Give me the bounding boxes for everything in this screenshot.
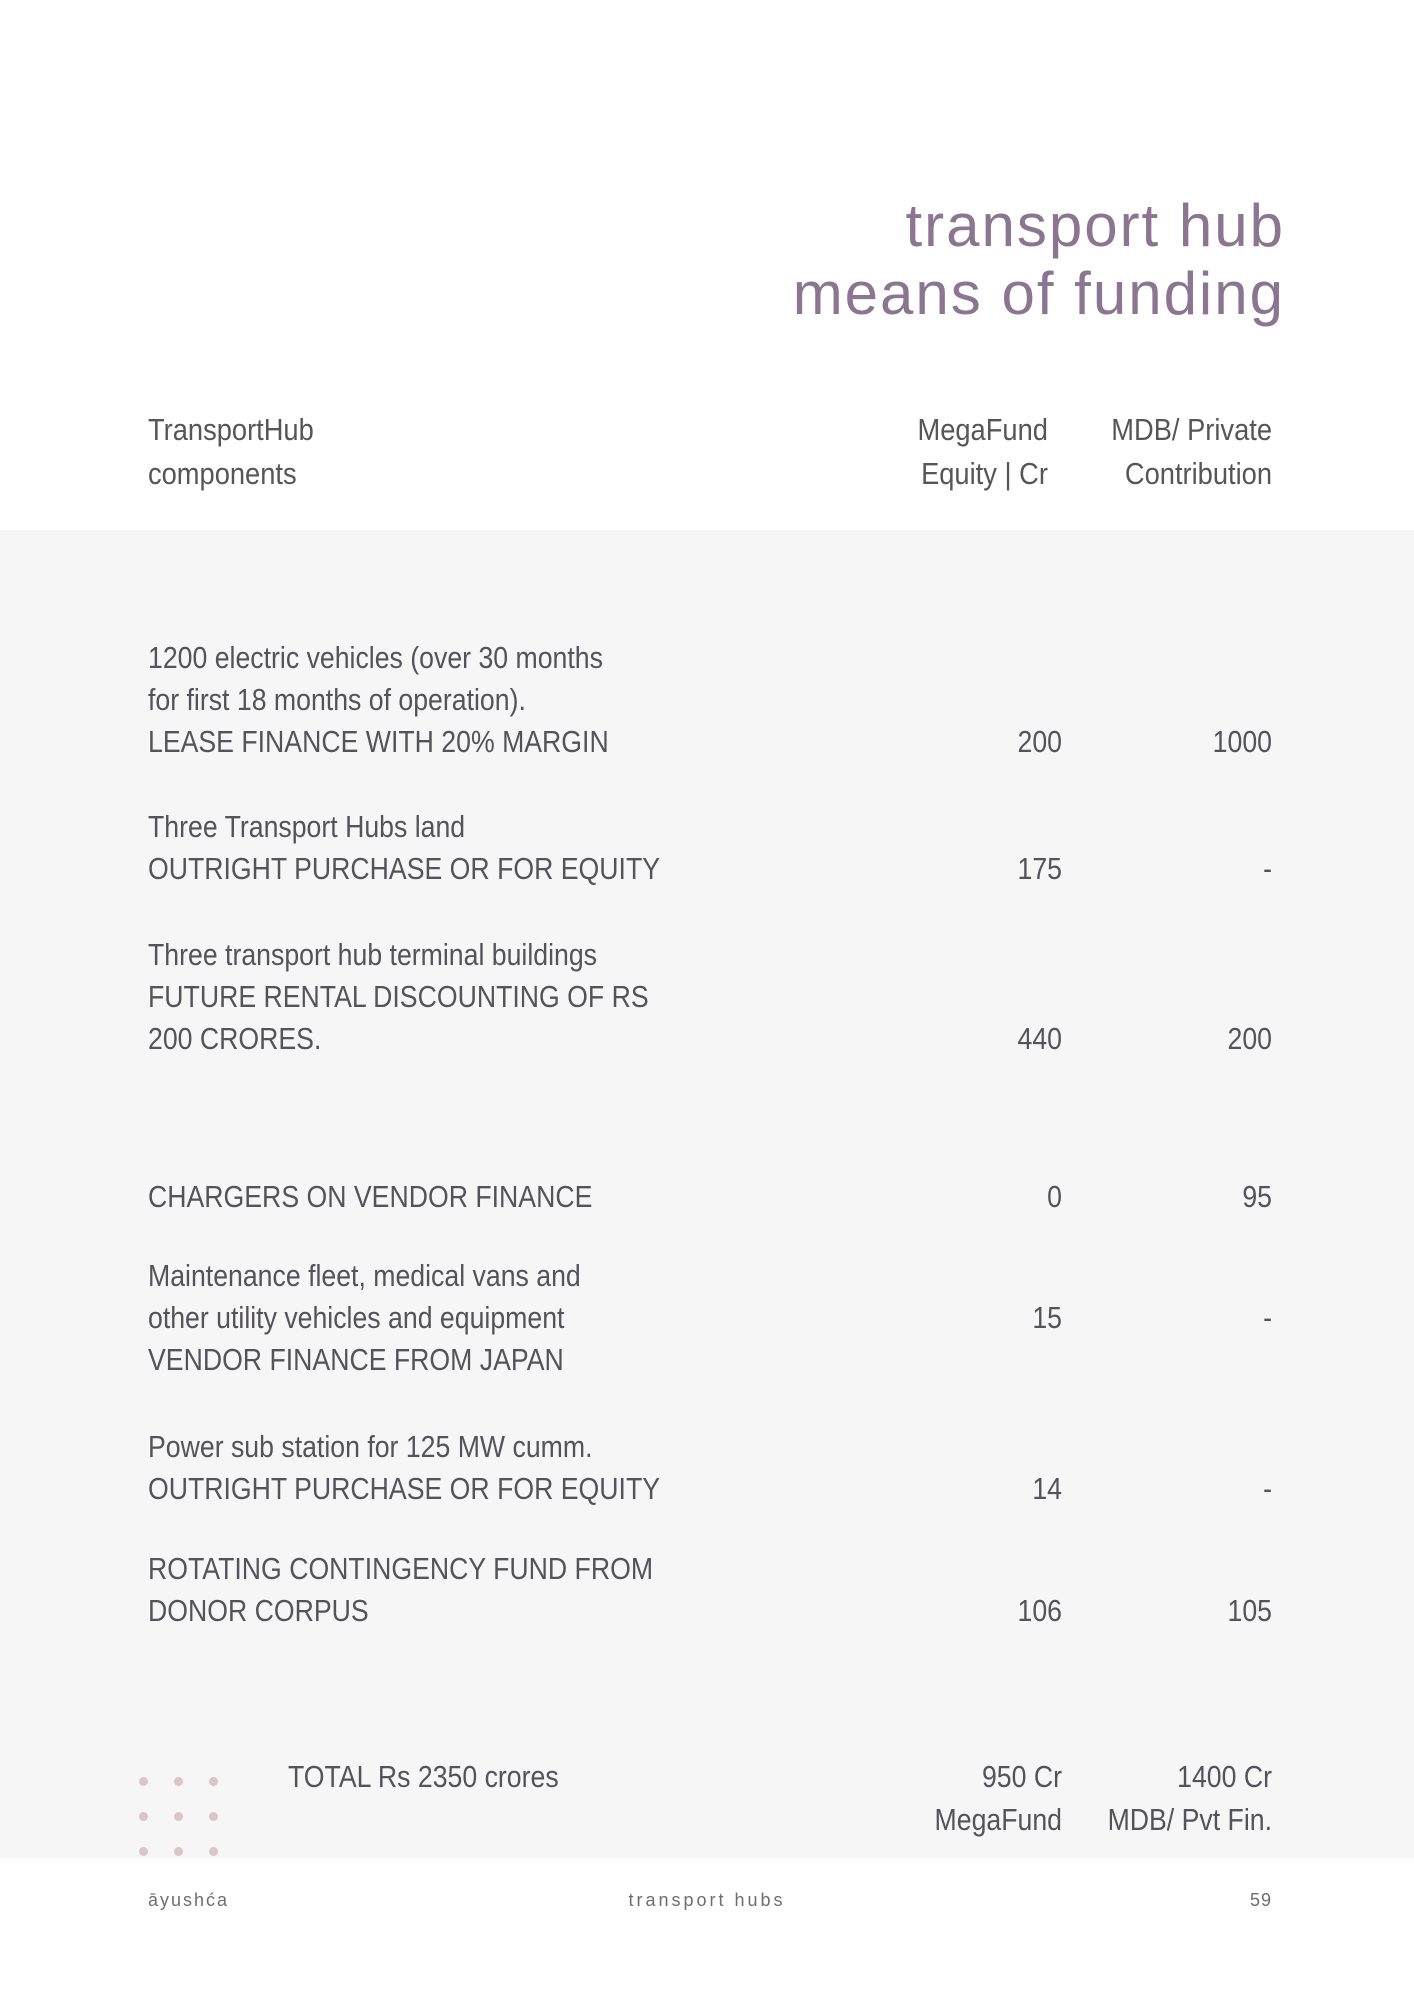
megafund-value: 15 — [1032, 1300, 1062, 1335]
footer-page-number: 59 — [1249, 1890, 1272, 1910]
table-row — [0, 1176, 1414, 1218]
megafund-value: 106 — [1017, 1593, 1062, 1628]
dot — [209, 1777, 218, 1786]
mdb-value: 95 — [1242, 1179, 1272, 1214]
total-mdb: 1400 Cr MDB/ Pvt Fin. — [1107, 1759, 1272, 1837]
header-col-mdb: MDB/ Private Contribution — [1111, 412, 1272, 491]
dots-decoration — [139, 1777, 218, 1856]
table-row — [0, 1426, 1414, 1510]
footer-section: transport hubs — [628, 1890, 786, 1910]
component-description: Three transport hub terminal buildings FUTURE RENTAL DISCOUNTING OF RS 200 CRORES. — [148, 937, 649, 1056]
table-row — [0, 806, 1414, 890]
header-col-megafund: MegaFund Equity | Cr — [917, 412, 1048, 491]
mdb-value: 105 — [1227, 1593, 1272, 1628]
dot — [174, 1847, 183, 1856]
megafund-value: 175 — [1017, 851, 1062, 886]
component-description: Maintenance fleet, medical vans and other utility vehicles and equipment VENDOR FINANCE FROM JAPAN — [148, 1258, 581, 1377]
mdb-value: - — [1263, 1300, 1272, 1335]
table-row — [0, 1548, 1414, 1632]
page-title-line-1: transport hub — [905, 192, 1285, 259]
dot — [209, 1812, 218, 1821]
component-description: ROTATING CONTINGENCY FUND FROM DONOR CORPUS — [148, 1551, 654, 1628]
component-description: Three Transport Hubs land OUTRIGHT PURCHASE OR FOR EQUITY — [148, 809, 661, 886]
table-header — [0, 408, 1414, 496]
table-row — [0, 1255, 1414, 1381]
page-title — [793, 192, 1285, 328]
mdb-value: - — [1263, 851, 1272, 886]
total-megafund: 950 Cr MegaFund — [934, 1759, 1062, 1837]
footer — [0, 1890, 1414, 1911]
footer-brand: āyushća — [148, 1890, 230, 1910]
table-row — [0, 934, 1414, 1060]
megafund-value: 0 — [1047, 1179, 1062, 1214]
total-label: TOTAL Rs 2350 crores — [288, 1759, 559, 1794]
dot — [139, 1812, 148, 1821]
component-description: 1200 electric vehicles (over 30 months for first 18 months of operation). LEASE FINANCE WITH 20% MARGIN — [148, 640, 609, 759]
table-row — [0, 637, 1414, 763]
component-description: CHARGERS ON VENDOR FINANCE — [148, 1179, 593, 1214]
megafund-value: 200 — [1017, 724, 1062, 759]
megafund-value: 14 — [1032, 1471, 1062, 1506]
dot — [209, 1847, 218, 1856]
header-col-components: TransportHub components — [148, 412, 314, 491]
page-title-line-2: means of funding — [792, 260, 1285, 327]
mdb-value: 1000 — [1212, 724, 1272, 759]
megafund-value: 440 — [1017, 1021, 1062, 1056]
component-description: Power sub station for 125 MW cumm. OUTRIGHT PURCHASE OR FOR EQUITY — [148, 1429, 661, 1506]
mdb-value: - — [1263, 1471, 1272, 1506]
dot — [139, 1847, 148, 1856]
dot — [174, 1777, 183, 1786]
dot — [174, 1812, 183, 1821]
dot — [139, 1777, 148, 1786]
mdb-value: 200 — [1227, 1021, 1272, 1056]
